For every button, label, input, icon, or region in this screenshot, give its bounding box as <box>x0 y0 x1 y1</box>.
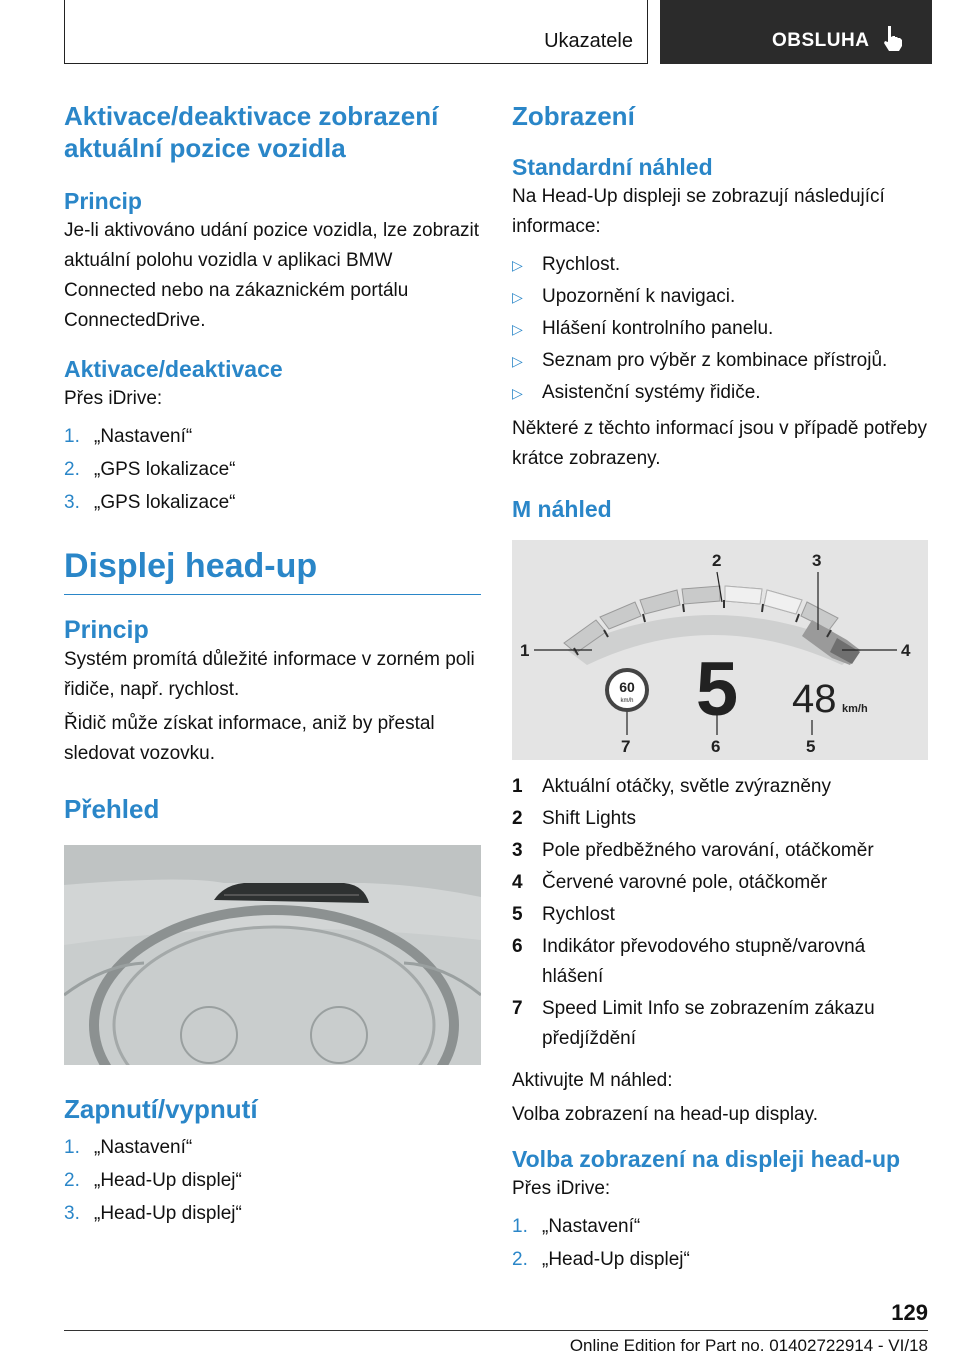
standard-text: Na Head-Up displeji se zobrazují následující informace: <box>512 186 885 237</box>
gear-indicator: 5 <box>695 647 739 732</box>
via-idrive-text-2: Přes iDrive: <box>512 1178 611 1199</box>
m-view-figure <box>512 540 928 760</box>
callout-3: 3 <box>812 551 822 570</box>
principle2-text-2: Řidič může získat informace, aniž by přestal sledovat vozovku. <box>64 713 435 764</box>
legend-item: 7 Speed Limit Info se zobrazením zákazu předjíždění <box>512 998 875 1049</box>
chapter-label: OBSLUHA <box>772 30 870 51</box>
right-column <box>512 100 928 1278</box>
legend-item: 4 Červené varovné pole, otáčkoměr <box>512 872 828 893</box>
speed-limit-value: 60 <box>619 679 635 695</box>
list-item: 2. „Head-Up displej“ <box>64 1170 242 1191</box>
legend-item: 6 Indikátor převodového stupně/varovná hlášení <box>512 936 866 987</box>
overview-heading: Přehled <box>64 794 160 824</box>
after-bullets-text: Některé z těchto informací jsou v případě potřeby krátce zobrazeny. <box>512 418 928 469</box>
principle2-text-1: Systém promítá důležité informace v zorném poli řidiče, např. rychlost. <box>64 649 475 700</box>
section-title-position: Aktivace/deaktivace zobrazení aktuální pozice vozidla <box>64 101 439 163</box>
list-item: ▷ Seznam pro výběr z kombinace přístrojů. <box>512 350 888 371</box>
legend-item: 3 Pole předběžného varování, otáčkoměr <box>512 840 874 861</box>
list-item: ▷ Hlášení kontrolního panelu. <box>512 318 774 339</box>
list-item: 3. „Head-Up displej“ <box>64 1203 242 1224</box>
info-bullets <box>512 250 928 408</box>
edition-text: Online Edition for Part no. 01402722914 - VI/18 <box>569 1336 928 1355</box>
onoff-steps <box>64 1133 481 1229</box>
callout-7: 7 <box>621 737 631 756</box>
standard-heading: Standardní náhled <box>512 154 713 180</box>
principle-heading: Princip <box>64 188 142 214</box>
pointing-hand-icon <box>882 24 904 52</box>
onoff-heading: Zapnutí/vypnutí <box>64 1094 258 1124</box>
head-up-overview-image <box>64 845 481 1065</box>
m-view-illustration <box>512 540 928 760</box>
callout-4: 4 <box>901 641 911 660</box>
select-display-text: Volba zobrazení na head-up display. <box>512 1104 818 1125</box>
legend-item: 2 Shift Lights <box>512 808 636 829</box>
section-label: Ukazatele <box>544 30 633 52</box>
list-item: ▷ Upozornění k navigaci. <box>512 286 736 307</box>
activate-m-text: Aktivujte M náhled: <box>512 1070 673 1091</box>
left-column <box>64 100 481 1232</box>
figure-legend <box>512 772 928 1054</box>
select-steps <box>512 1212 928 1275</box>
activation-heading: Aktivace/deaktivace <box>64 356 283 382</box>
speed-unit: km/h <box>842 703 868 715</box>
page-number: 129 <box>891 1300 928 1325</box>
display-title: Zobrazení <box>512 101 635 131</box>
m-view-heading: M náhled <box>512 496 612 522</box>
list-item: ▷ Asistenční systémy řidiče. <box>512 382 761 403</box>
callout-1: 1 <box>520 641 530 660</box>
speed-value: 48 <box>792 677 837 721</box>
list-item: 3. „GPS lokalizace“ <box>64 492 236 513</box>
principle-text: Je-li aktivováno udání pozice vozidla, lze zobrazit aktuální polohu vozidla v aplikaci BMW Connected nebo na zákaznickém portálu ConnectedDrive. <box>64 220 480 331</box>
list-item: 1. „Nastavení“ <box>64 426 193 447</box>
chapter-title: Displej head-up <box>64 544 481 595</box>
legend-item: 1 Aktuální otáčky, světle zvýrazněny <box>512 776 831 797</box>
list-item: ▷ Rychlost. <box>512 254 621 275</box>
dashboard-illustration <box>64 845 481 1065</box>
list-item: 1. „Nastavení“ <box>512 1216 641 1237</box>
section-tab <box>64 0 648 64</box>
list-item: 2. „Head-Up displej“ <box>512 1249 690 1270</box>
select-heading: Volba zobrazení na displeji head-up <box>512 1146 901 1172</box>
list-item: 2. „GPS lokalizace“ <box>64 459 236 480</box>
footer-divider <box>64 1330 928 1331</box>
activation-steps <box>64 422 481 518</box>
callout-2: 2 <box>712 551 722 570</box>
callout-5: 5 <box>806 737 816 756</box>
list-item: 1. „Nastavení“ <box>64 1137 193 1158</box>
speed-limit-unit: km/h <box>620 698 634 704</box>
via-idrive-text: Přes iDrive: <box>64 388 163 409</box>
principle2-heading: Princip <box>64 616 149 644</box>
legend-item: 5 Rychlost <box>512 904 615 925</box>
callout-6: 6 <box>711 737 721 756</box>
chapter-tab <box>660 0 932 64</box>
